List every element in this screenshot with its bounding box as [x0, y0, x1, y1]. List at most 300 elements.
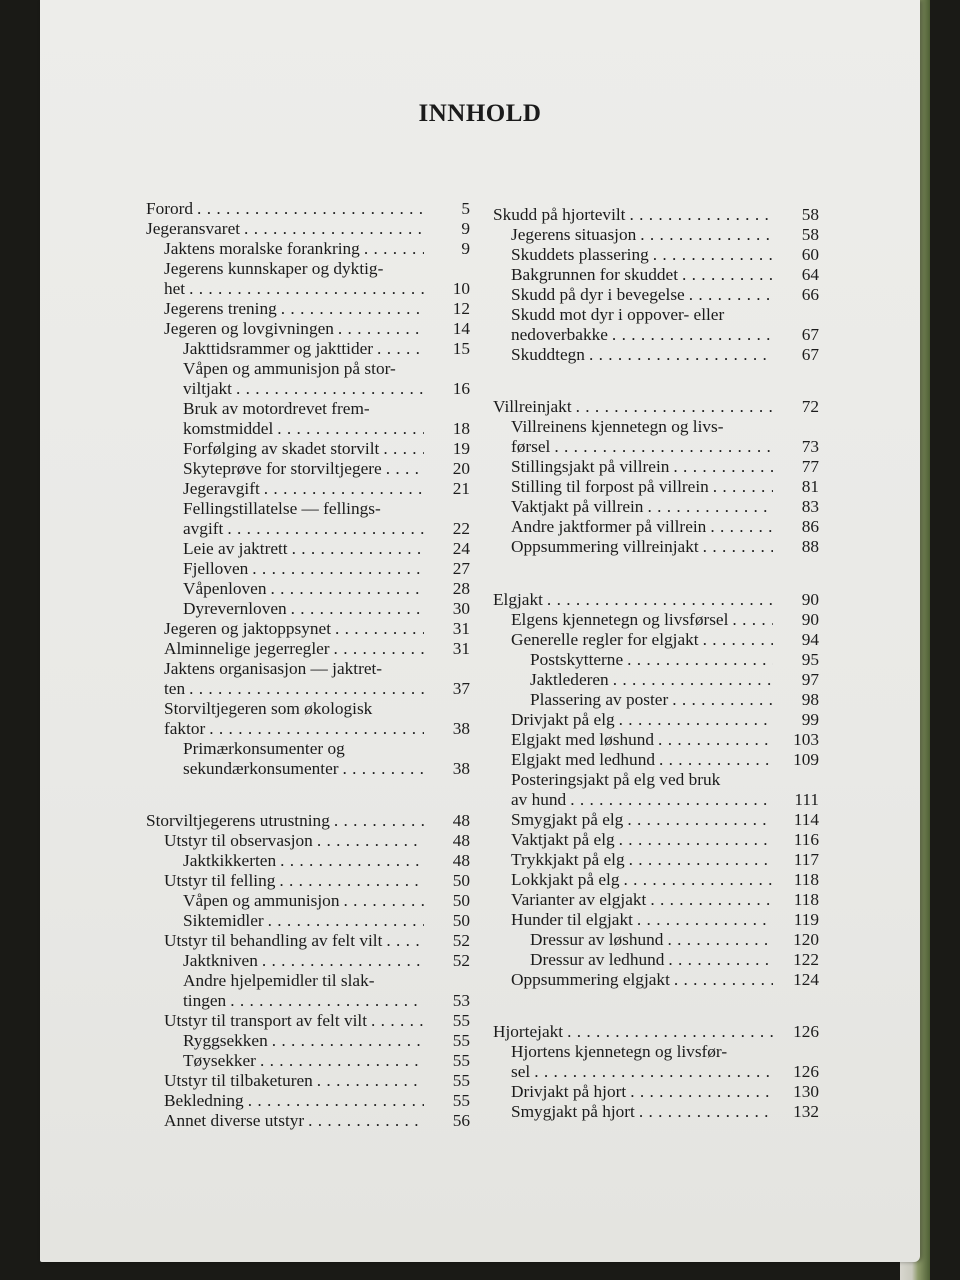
- dot-leader: [189, 679, 424, 699]
- dot-leader: [308, 1111, 424, 1131]
- dot-leader: [280, 851, 424, 871]
- toc-page-number: 16: [452, 379, 470, 398]
- toc-page-number: 15: [452, 339, 470, 358]
- toc-entry: [146, 1011, 470, 1031]
- toc-page-number: 118: [793, 890, 819, 909]
- dot-leader: [189, 279, 424, 299]
- toc-entry-title: avgift: [183, 519, 224, 538]
- dot-leader: [713, 477, 773, 497]
- toc-page-number: 114: [793, 810, 819, 829]
- toc-page-number: 67: [801, 345, 819, 364]
- toc-entry-title: Generelle regler for elgjakt: [511, 630, 699, 649]
- dot-leader: [567, 1022, 773, 1042]
- toc-page-number: 10: [452, 279, 470, 298]
- toc-page-number: 52: [452, 951, 470, 970]
- toc-entry-title: Jaktens moralske forankring: [164, 239, 360, 258]
- toc-page-number: 98: [801, 690, 819, 709]
- toc-entry: [493, 810, 819, 830]
- toc-entry: [146, 619, 470, 639]
- dot-leader: [291, 599, 424, 619]
- dot-leader: [292, 539, 424, 559]
- dot-leader: [612, 325, 773, 345]
- dot-leader: [264, 479, 424, 499]
- toc-entry: [493, 205, 819, 225]
- toc-entry-title: viltjakt: [183, 379, 232, 398]
- toc-page-number: 103: [793, 730, 819, 749]
- toc-entry: [493, 670, 819, 690]
- toc-entry: [146, 1091, 470, 1111]
- toc-page-number: 48: [452, 831, 470, 850]
- toc-entry-title: Skudd på dyr i bevegelse: [511, 285, 685, 304]
- toc-page-number: 86: [801, 517, 819, 536]
- toc-entry-title: Drivjakt på elg: [511, 710, 615, 729]
- toc-page-number: 55: [452, 1011, 470, 1030]
- toc-entry: [493, 970, 819, 990]
- toc-entry: [146, 199, 470, 219]
- toc-entry: [146, 699, 470, 739]
- toc-entry: [493, 477, 819, 497]
- toc-page-number: 14: [452, 319, 470, 338]
- toc-entry: [493, 285, 819, 305]
- toc-entry-title: Skudd på hjortevilt: [493, 205, 626, 224]
- toc-page-number: 94: [801, 630, 819, 649]
- toc-entry-title: Villreinjakt: [493, 397, 572, 416]
- toc-page-number: 60: [801, 245, 819, 264]
- toc-page-number: 5: [461, 199, 470, 218]
- toc-entry-title: Elgjakt: [493, 590, 543, 609]
- toc-entry: [493, 265, 819, 285]
- toc-page-number: 90: [801, 610, 819, 629]
- toc-entry: [493, 1022, 819, 1042]
- toc-entry: [146, 911, 470, 931]
- toc-page-number: 90: [801, 590, 819, 609]
- toc-page-number: 122: [793, 950, 819, 969]
- toc-entry: [146, 259, 470, 299]
- dot-leader: [627, 650, 773, 670]
- section-gap: [493, 990, 819, 1022]
- toc-entry-title: Bekledning: [164, 1091, 244, 1110]
- toc-entry: [493, 610, 819, 630]
- toc-page-number: 48: [452, 851, 470, 870]
- toc-entry-title: Jaktlederen: [530, 670, 609, 689]
- toc-entry-title: Jegeren og jaktoppsynet: [164, 619, 332, 638]
- toc-page-number: 50: [452, 891, 470, 910]
- toc-entry: [146, 831, 470, 851]
- dot-leader: [262, 951, 424, 971]
- dot-leader: [317, 831, 424, 851]
- toc-entry: [493, 517, 819, 537]
- dot-leader: [386, 931, 424, 951]
- dot-leader: [650, 890, 773, 910]
- toc-entry: [493, 870, 819, 890]
- dot-leader: [272, 1031, 424, 1051]
- toc-entry: [493, 305, 819, 345]
- toc-entry: [493, 690, 819, 710]
- toc-entry-title: Jegerens trening: [164, 299, 277, 318]
- toc-page-number: 120: [793, 930, 819, 949]
- toc-entry-title: Jakttidsrammer og jakttider: [183, 339, 374, 358]
- toc-page-number: 58: [801, 225, 819, 244]
- toc-entry: [493, 1102, 819, 1122]
- toc-entry: [146, 239, 470, 259]
- toc-entry: [493, 830, 819, 850]
- toc-entry-title: Lokkjakt på elg: [511, 870, 620, 889]
- toc-entry-title: Oppsummering elgjakt: [511, 970, 670, 989]
- toc-page-number: 18: [452, 419, 470, 438]
- dot-leader: [668, 950, 773, 970]
- dot-leader: [672, 690, 773, 710]
- toc-entry-title: Leie av jaktrett: [183, 539, 288, 558]
- dot-leader: [627, 810, 773, 830]
- dot-leader: [343, 759, 424, 779]
- dot-leader: [640, 225, 773, 245]
- toc-entry: [146, 219, 470, 239]
- dot-leader: [260, 1051, 424, 1071]
- dot-leader: [534, 1062, 773, 1082]
- dot-leader: [689, 285, 773, 305]
- toc-page-number: 97: [801, 670, 819, 689]
- toc-entry: [146, 1051, 470, 1071]
- dot-leader: [335, 619, 424, 639]
- toc-entry: [493, 850, 819, 870]
- toc-entry-title: Storviltjegerens utrustning: [146, 811, 330, 830]
- toc-entry-title: Vaktjakt på villrein: [511, 497, 644, 516]
- toc-page-number: 55: [452, 1031, 470, 1050]
- toc-entry: [493, 770, 819, 810]
- toc-page-number: 132: [793, 1102, 819, 1121]
- toc-page-number: 118: [793, 870, 819, 889]
- dot-leader: [623, 870, 773, 890]
- dot-leader: [647, 497, 773, 517]
- dot-leader: [227, 519, 424, 539]
- toc-entry-title: Jegeransvaret: [146, 219, 241, 238]
- dot-leader: [629, 850, 773, 870]
- toc-entry-title: Skuddtegn: [511, 345, 585, 364]
- toc-entry-title: sel: [511, 1062, 531, 1081]
- toc-entry-title: Ryggsekken: [183, 1031, 268, 1050]
- toc-entry-title: Dressur av løshund: [530, 930, 664, 949]
- dot-leader: [639, 1102, 773, 1122]
- dot-leader: [236, 379, 424, 399]
- dot-leader: [554, 437, 773, 457]
- page-title: INNHOLD: [418, 100, 542, 127]
- toc-entry: [146, 931, 470, 951]
- toc-page-number: 50: [452, 911, 470, 930]
- toc-entry-title: Smygjakt på elg: [511, 810, 624, 829]
- dot-leader: [547, 590, 773, 610]
- toc-page-number: 55: [452, 1071, 470, 1090]
- toc-page-number: 38: [452, 759, 470, 778]
- toc-entry-title: Andre hjelpemidler til slak-: [183, 971, 375, 990]
- dot-leader: [659, 750, 773, 770]
- toc-entry-title: tingen: [183, 991, 227, 1010]
- toc-entry-title: Fellingstillatelse — fellings-: [183, 499, 381, 518]
- toc-entry-title: Siktemidler: [183, 911, 264, 930]
- toc-entry: [146, 851, 470, 871]
- toc-entry: [146, 659, 470, 699]
- toc-entry-title: Trykkjakt på elg: [511, 850, 625, 869]
- toc-entry: [493, 397, 819, 417]
- toc-page-number: 31: [452, 639, 470, 658]
- toc-entry: [146, 579, 470, 599]
- toc-entry: [493, 245, 819, 265]
- dot-leader: [271, 579, 425, 599]
- toc-page-number: 109: [793, 750, 819, 769]
- toc-entry: [493, 630, 819, 650]
- dot-leader: [658, 730, 773, 750]
- toc-column-left: [146, 199, 470, 1131]
- toc-entry: [146, 559, 470, 579]
- toc-entry-title: Vaktjakt på elg: [511, 830, 615, 849]
- dot-leader: [334, 811, 424, 831]
- toc-page-number: 66: [801, 285, 819, 304]
- toc-page-number: 52: [452, 931, 470, 950]
- toc-page-number: 9: [461, 239, 470, 258]
- toc-entry: [493, 650, 819, 670]
- dot-leader: [279, 871, 424, 891]
- toc-page-number: 55: [452, 1051, 470, 1070]
- toc-page-number: 88: [801, 537, 819, 556]
- dot-leader: [338, 319, 424, 339]
- toc-entry-title: Plassering av poster: [530, 690, 669, 709]
- toc-entry: [146, 639, 470, 659]
- toc-entry: [146, 951, 470, 971]
- toc-column-right: [493, 205, 819, 1122]
- toc-entry-title: Utstyr til tilbaketuren: [164, 1071, 313, 1090]
- section-gap: [493, 365, 819, 397]
- dot-leader: [371, 1011, 424, 1031]
- toc-entry-title: Drivjakt på hjort: [511, 1082, 627, 1101]
- toc-entry: [146, 539, 470, 559]
- toc-page-number: 81: [801, 477, 819, 496]
- dot-leader: [682, 265, 773, 285]
- toc-page-number: 22: [452, 519, 470, 538]
- toc-page-number: 126: [793, 1062, 819, 1081]
- toc-page-number: 20: [452, 459, 470, 478]
- dot-leader: [589, 345, 773, 365]
- dot-leader: [334, 639, 424, 659]
- toc-entry-title: Hjortens kjennetegn og livsfør-: [511, 1042, 728, 1061]
- toc-entry-title: Stillingsjakt på villrein: [511, 457, 670, 476]
- toc-entry: [493, 910, 819, 930]
- toc-entry: [146, 811, 470, 831]
- toc-page-number: 124: [793, 970, 819, 989]
- toc-entry-title: Dressur av ledhund: [530, 950, 665, 969]
- toc-page-number: 64: [801, 265, 819, 284]
- toc-entry-title: Jaktkniven: [183, 951, 258, 970]
- toc-entry-title: Våpenloven: [183, 579, 267, 598]
- dot-leader: [703, 630, 773, 650]
- toc-entry-title: Smygjakt på hjort: [511, 1102, 635, 1121]
- dot-leader: [386, 459, 424, 479]
- toc-page-number: 9: [461, 219, 470, 238]
- toc-entry: [493, 950, 819, 970]
- toc-entry: [146, 599, 470, 619]
- toc-entry-title: Elgjakt med løshund: [511, 730, 655, 749]
- toc-entry-title: Skudd mot dyr i oppover- eller: [511, 305, 725, 324]
- toc-page-number: 31: [452, 619, 470, 638]
- dot-leader: [364, 239, 424, 259]
- dot-leader: [343, 891, 424, 911]
- toc-entry-title: Jegerens kunnskaper og dyktig-: [164, 259, 384, 278]
- dot-leader: [619, 710, 773, 730]
- toc-entry-title: komstmiddel: [183, 419, 274, 438]
- dot-leader: [570, 790, 773, 810]
- toc-entry-title: Tøysekker: [183, 1051, 256, 1070]
- toc-entry: [493, 345, 819, 365]
- toc-entry-title: Jegeravgift: [183, 479, 260, 498]
- toc-entry-title: Elgens kjennetegn og livsførsel: [511, 610, 729, 629]
- toc-entry: [146, 1111, 470, 1131]
- toc-entry-title: Fjelloven: [183, 559, 249, 578]
- dot-leader: [383, 439, 424, 459]
- toc-entry-title: Utstyr til behandling av felt vilt: [164, 931, 383, 950]
- toc-entry-title: av hund: [511, 790, 567, 809]
- toc-page-number: 19: [452, 439, 470, 458]
- toc-page-number: 21: [452, 479, 470, 498]
- dot-leader: [703, 537, 773, 557]
- toc-entry-title: Alminnelige jegerregler: [164, 639, 330, 658]
- toc-entry-title: Våpen og ammunisjon: [183, 891, 340, 910]
- toc-page-number: 30: [452, 599, 470, 618]
- toc-entry-title: Forfølging av skadet storvilt: [183, 439, 380, 458]
- toc-entry: [493, 417, 819, 457]
- toc-entry: [146, 459, 470, 479]
- toc-entry: [493, 457, 819, 477]
- toc-page-number: 95: [801, 650, 819, 669]
- toc-entry: [493, 537, 819, 557]
- toc-page-number: 119: [793, 910, 819, 929]
- toc-entry-title: het: [164, 279, 186, 298]
- toc-entry-title: Villreinens kjennetegn og livs-: [511, 417, 724, 436]
- toc-page-number: 55: [452, 1091, 470, 1110]
- toc-entry: [493, 1082, 819, 1102]
- dot-leader: [377, 339, 424, 359]
- toc-entry-title: Bruk av motordrevet frem-: [183, 399, 370, 418]
- toc-page-number: 24: [452, 539, 470, 558]
- toc-page-number: 111: [794, 790, 819, 809]
- toc-entry: [146, 1071, 470, 1091]
- toc-entry-title: Jegerens situasjon: [511, 225, 637, 244]
- toc-page-number: 130: [793, 1082, 819, 1101]
- toc-entry: [146, 439, 470, 459]
- dot-leader: [209, 719, 424, 739]
- dot-leader: [613, 670, 773, 690]
- dot-leader: [732, 610, 773, 630]
- dot-leader: [710, 517, 773, 537]
- toc-page-number: 73: [801, 437, 819, 456]
- toc-entry-title: Jaktkikkerten: [183, 851, 277, 870]
- toc-entry-title: Hjortejakt: [493, 1022, 564, 1041]
- toc-entry-title: Annet diverse utstyr: [164, 1111, 305, 1130]
- toc-page-number: 38: [452, 719, 470, 738]
- toc-entry: [493, 890, 819, 910]
- toc-entry-title: Oppsummering villreinjakt: [511, 537, 699, 556]
- toc-entry: [146, 399, 470, 439]
- toc-page-number: 83: [801, 497, 819, 516]
- toc-entry-title: Postskytterne: [530, 650, 624, 669]
- toc-entry-title: Jegeren og lovgivningen: [164, 319, 334, 338]
- dot-leader: [197, 199, 424, 219]
- toc-entry: [146, 891, 470, 911]
- dot-leader: [653, 245, 773, 265]
- toc-entry: [146, 971, 470, 1011]
- toc-entry: [493, 730, 819, 750]
- toc-entry-title: Utstyr til transport av felt vilt: [164, 1011, 368, 1030]
- toc-entry-title: Storviltjegeren som økologisk: [164, 699, 373, 718]
- toc-entry: [146, 1031, 470, 1051]
- toc-page-number: 50: [452, 871, 470, 890]
- toc-entry-title: Utstyr til felling: [164, 871, 276, 890]
- toc-entry-title: sekundærkonsumenter: [183, 759, 339, 778]
- toc-page-number: 12: [452, 299, 470, 318]
- dot-leader: [268, 911, 424, 931]
- toc-entry-title: Skyteprøve for storviltjegere: [183, 459, 382, 478]
- toc-entry: [146, 339, 470, 359]
- toc-entry-title: Skuddets plassering: [511, 245, 649, 264]
- toc-entry: [146, 319, 470, 339]
- dot-leader: [619, 830, 773, 850]
- toc-page-number: 117: [793, 850, 819, 869]
- toc-page-number: 126: [793, 1022, 819, 1041]
- toc-entry: [493, 1042, 819, 1082]
- dot-leader: [674, 970, 773, 990]
- toc-entry: [493, 750, 819, 770]
- toc-page-number: 116: [793, 830, 819, 849]
- dot-leader: [673, 457, 773, 477]
- toc-page-number: 37: [452, 679, 470, 698]
- dot-leader: [244, 219, 424, 239]
- toc-entry: [146, 871, 470, 891]
- toc-entry: [493, 590, 819, 610]
- toc-entry-title: Dyrevernloven: [183, 599, 287, 618]
- toc-entry-title: Forord: [146, 199, 194, 218]
- toc-entry: [146, 479, 470, 499]
- dot-leader: [576, 397, 773, 417]
- dot-leader: [667, 930, 773, 950]
- toc-entry-title: Posteringsjakt på elg ved bruk: [511, 770, 721, 789]
- toc-page-number: 72: [801, 397, 819, 416]
- toc-entry: [493, 710, 819, 730]
- toc-entry: [146, 739, 470, 779]
- toc-entry-title: Andre jaktformer på villrein: [511, 517, 707, 536]
- toc-page-number: 56: [452, 1111, 470, 1130]
- toc-page-number: 48: [452, 811, 470, 830]
- toc-entry-title: faktor: [164, 719, 206, 738]
- toc-entry: [146, 359, 470, 399]
- dot-leader: [629, 205, 773, 225]
- toc-entry-title: Stilling til forpost på villrein: [511, 477, 709, 496]
- toc-page-number: 53: [452, 991, 470, 1010]
- toc-entry-title: Jaktens organisasjon — jaktret-: [164, 659, 383, 678]
- dot-leader: [230, 991, 424, 1011]
- toc-entry-title: Hunder til elgjakt: [511, 910, 633, 929]
- toc-entry: [146, 499, 470, 539]
- toc-entry-title: ten: [164, 679, 186, 698]
- dot-leader: [252, 559, 424, 579]
- toc-entry-title: Elgjakt med ledhund: [511, 750, 655, 769]
- toc-page-number: 27: [452, 559, 470, 578]
- dot-leader: [248, 1091, 424, 1111]
- dot-leader: [281, 299, 424, 319]
- toc-entry: [493, 497, 819, 517]
- toc-page-number: 77: [801, 457, 819, 476]
- toc-entry: [493, 930, 819, 950]
- toc-page-number: 58: [801, 205, 819, 224]
- toc-entry-title: førsel: [511, 437, 551, 456]
- dot-leader: [637, 910, 773, 930]
- toc-entry-title: Utstyr til observasjon: [164, 831, 313, 850]
